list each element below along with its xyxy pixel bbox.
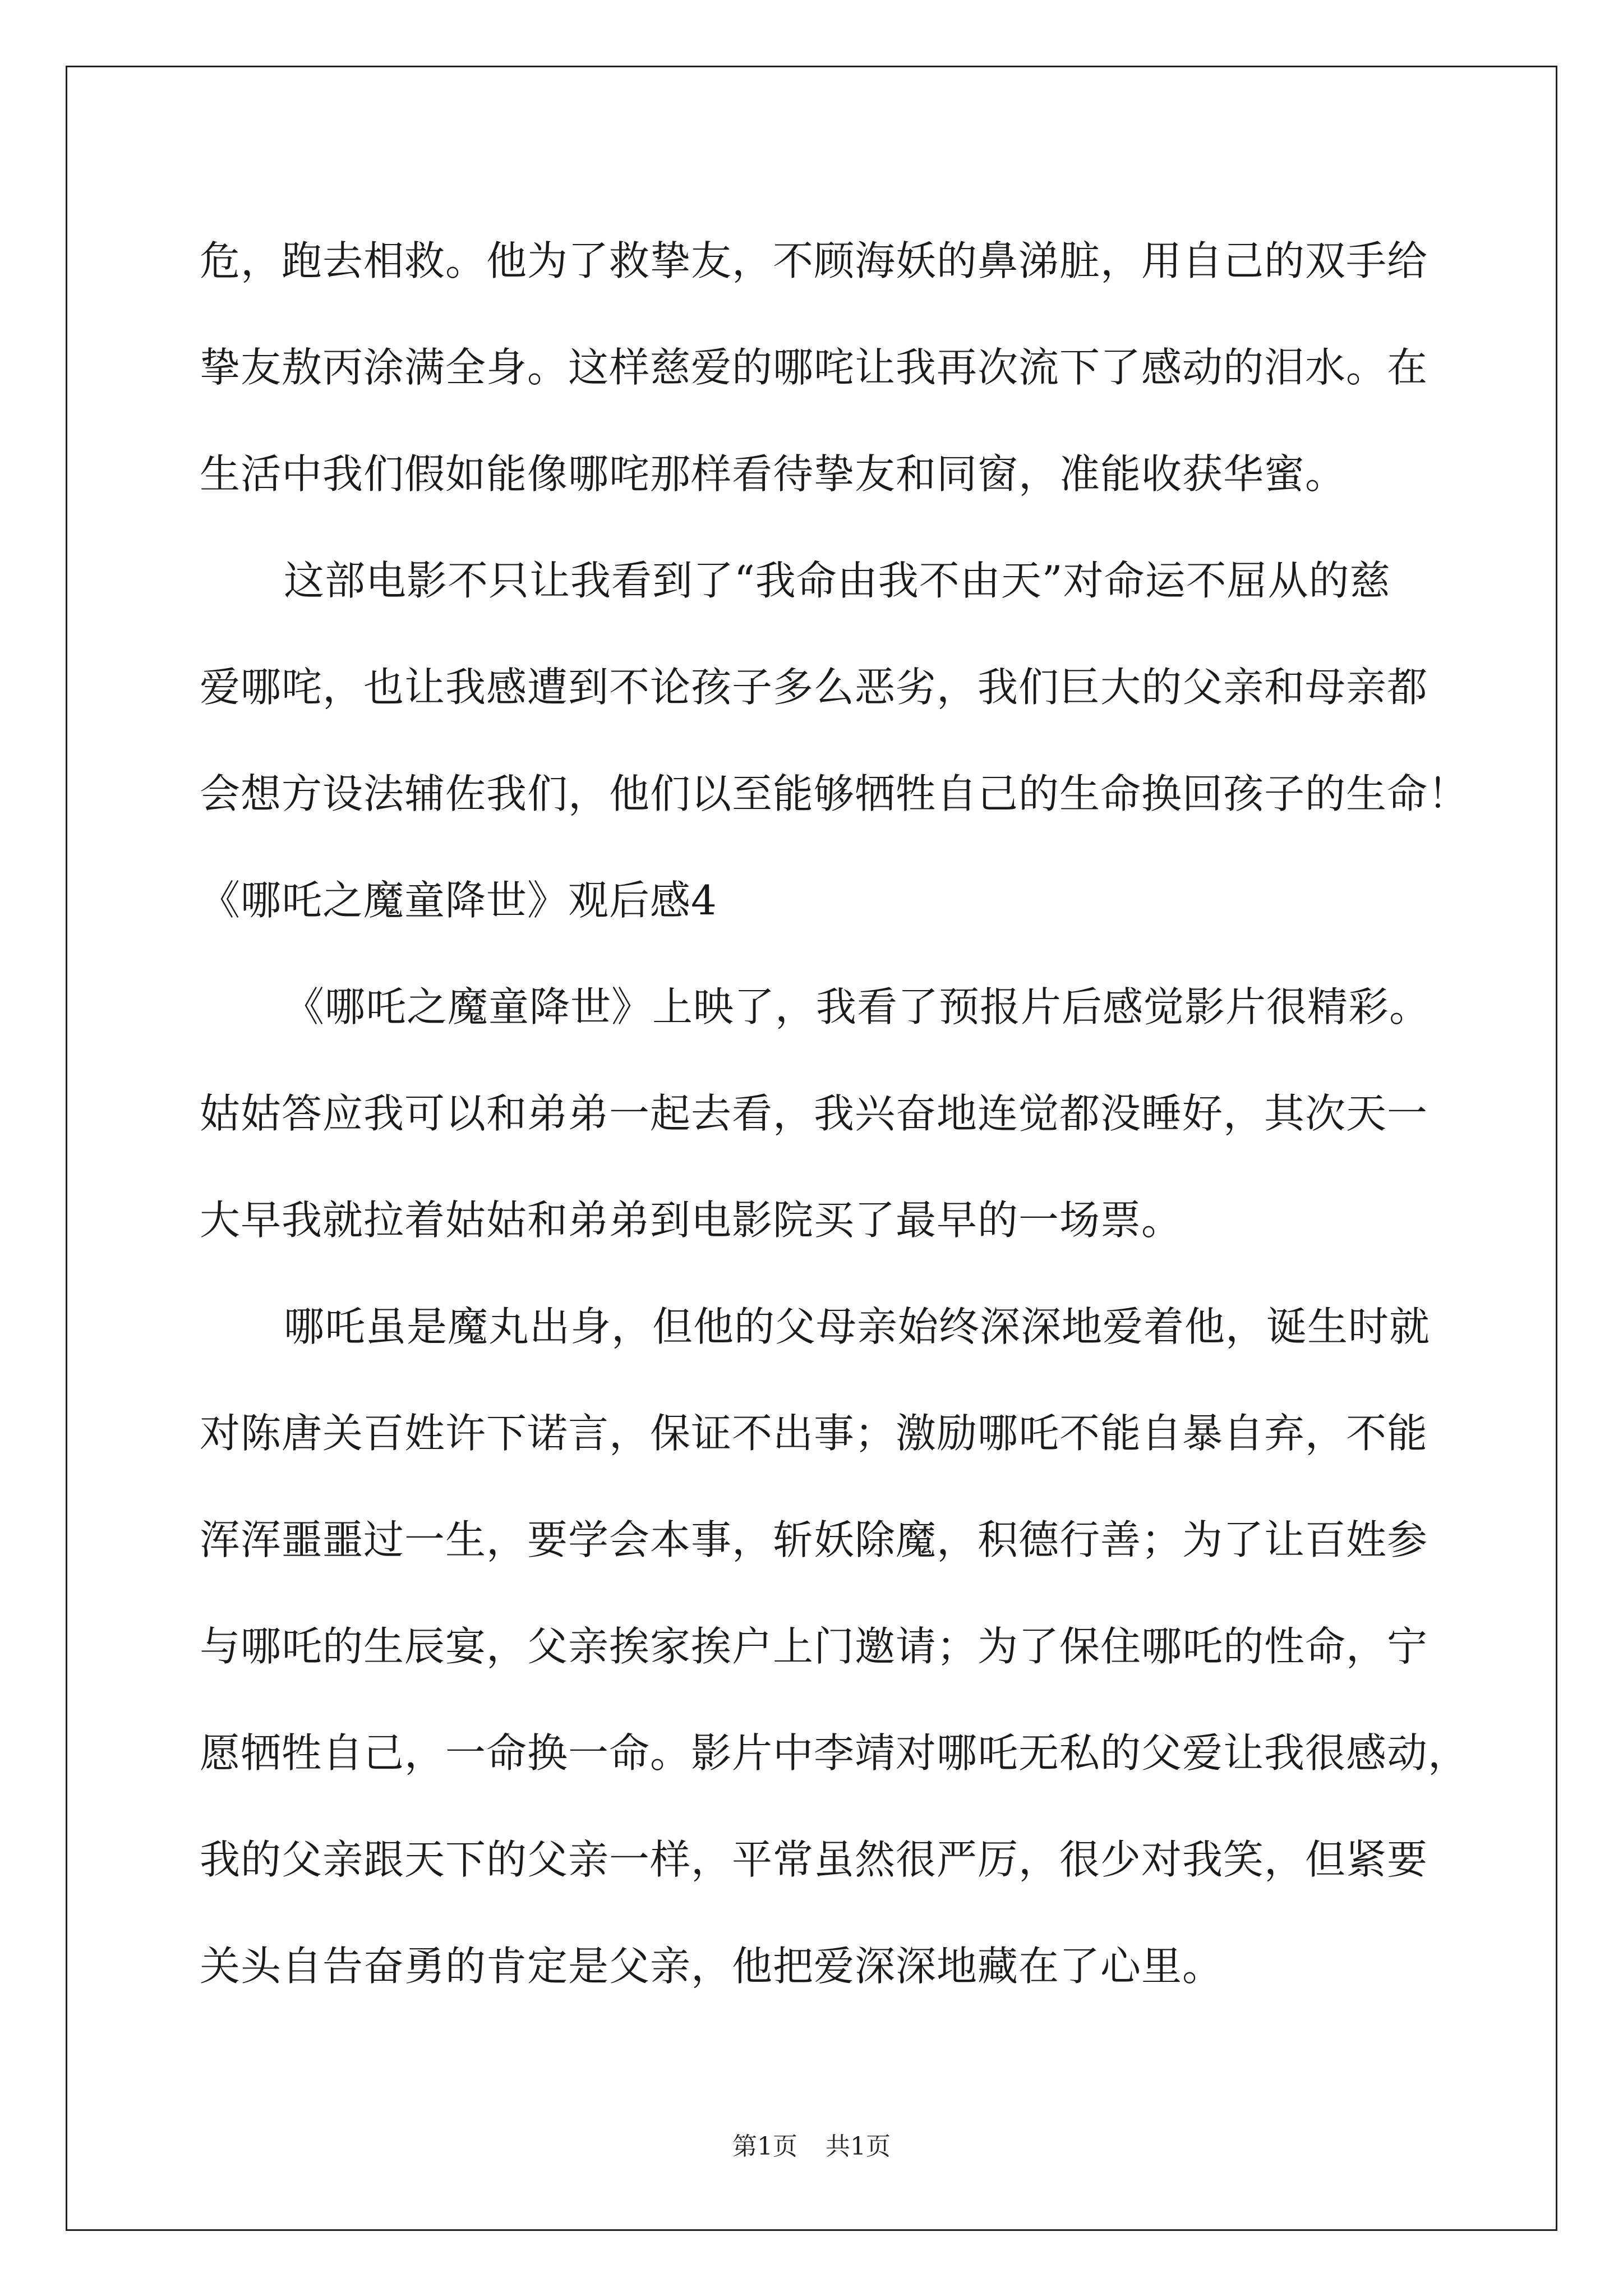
text-line: 与哪吒的生辰宴，父亲挨家挨户上门邀请；为了保住哪吒的性命，宁 (200, 1623, 1428, 1670)
text-line: 生活中我们假如能像哪咤那样看待挚友和同窗，准能收获华蜜。 (200, 450, 1347, 498)
text-line: 关头自告奋勇的肯定是父亲，他把爱深深地藏在了心里。 (200, 1943, 1224, 1990)
document-body (200, 208, 1469, 2019)
text-line: 愿牺牲自己，一命换一命。影片中李靖对哪吒无私的父爱让我很感动， (200, 1729, 1469, 1777)
text-line: 爱哪咤，也让我感遭到不论孩子多么恶劣，我们巨大的父亲和母亲都 (200, 664, 1428, 711)
text-line: 危，跑去相救。他为了救挚友，不顾海妖的鼻涕脏，用自己的双手给 (200, 237, 1428, 284)
paragraph-start-line: 哪吒虽是魔丸出身，但他的父母亲始终深深地爱着他，诞生时就 (284, 1303, 1431, 1350)
text-line: 姑姑答应我可以和弟弟一起去看，我兴奋地连觉都没睡好，其次天一 (200, 1090, 1428, 1137)
text-line: 对陈唐关百姓许下诺言，保证不出事；激励哪吒不能自暴自弃，不能 (200, 1410, 1428, 1457)
page-number: 第1页 (732, 2132, 797, 2161)
text-line: 我的父亲跟天下的父亲一样，平常虽然很严厉，很少对我笑，但紧要 (200, 1836, 1428, 1883)
text-line: 浑浑噩噩过一生，要学会本事，斩妖除魔，积德行善；为了让百姓参 (200, 1516, 1428, 1563)
page-count: 共1页 (826, 2132, 891, 2161)
text-line: 会想方设法辅佐我们，他们以至能够牺牲自己的生命换回孩子的生命！ (200, 770, 1469, 817)
text-line: 挚友敖丙涂满全身。这样慈爱的哪咤让我再次流下了感动的泪水。在 (200, 344, 1428, 391)
paragraph-start-line: 这部电影不只让我看到了“我命由我不由天”对命运不屈从的慈 (284, 557, 1391, 604)
paragraph-start-line: 《哪吒之魔童降世》上映了，我看了预报片后感觉影片很精彩。 (284, 983, 1431, 1030)
page-footer (0, 2126, 1623, 2162)
section-heading: 《哪吒之魔童降世》观后感4 (200, 877, 717, 924)
text-line: 大早我就拉着姑姑和弟弟到电影院买了最早的一场票。 (200, 1197, 1183, 1244)
